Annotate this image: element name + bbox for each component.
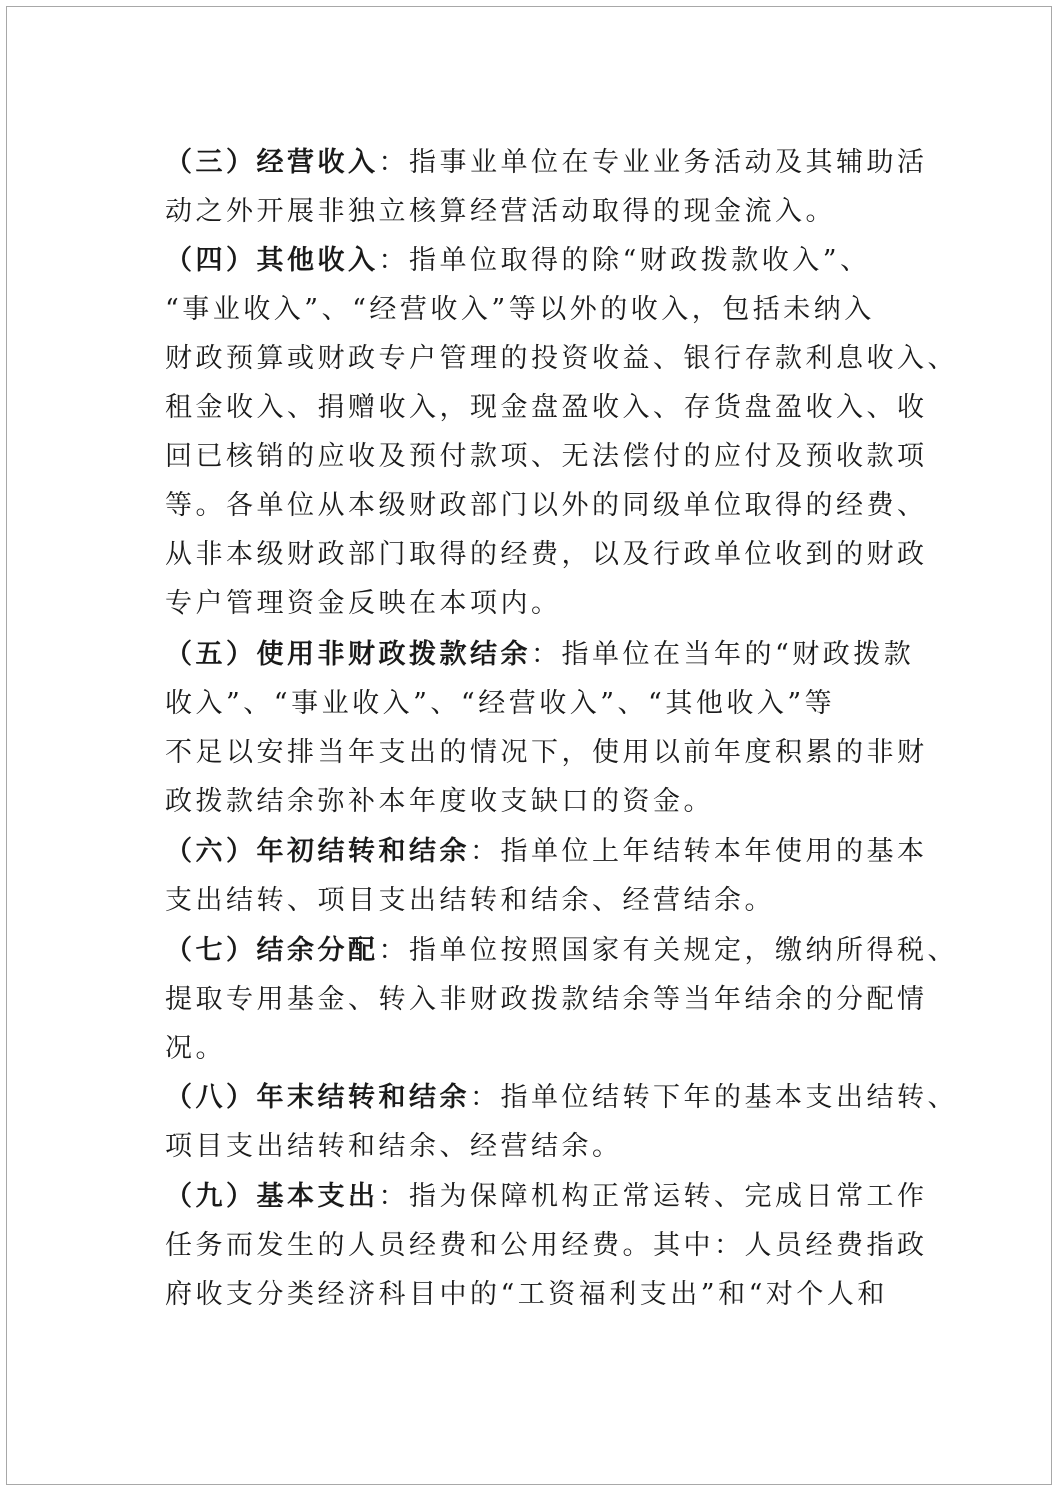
item-4-line-5: 回已核销的应收及预付款项、无法偿付的应付及预收款项 [165,441,928,472]
item-4-line-2: “事业收入”、“经营收入”等以外的收入，包括未纳入 [165,294,875,325]
item-6-term: （六）年初结转和结余 [165,836,470,867]
item-5-line-2: 收入”、“事业收入”、“经营收入”、“其他收入”等 [165,688,836,719]
item-7-line-1: （七）结余分配：指单位按照国家有关规定，缴纳所得税、 [165,935,958,966]
item-5-line-1: （五）使用非财政拨款结余：指单位在当年的“财政拨款 [165,639,915,670]
item-7-line-3: 况。 [165,1033,226,1064]
item-3-line-1: （三）经营收入：指事业单位在专业业务活动及其辅助活 [165,147,928,178]
item-3-line-2: 动之外开展非独立核算经营活动取得的现金流入。 [165,196,836,227]
item-4-line-6: 等。各单位从本级财政部门以外的同级单位取得的经费、 [165,490,928,521]
item-5-line-4: 政拨款结余弥补本年度收支缺口的资金。 [165,786,714,817]
item-9-line-2: 任务而发生的人员经费和公用经费。其中：人员经费指政 [165,1230,928,1261]
item-5-line-3: 不足以安排当年支出的情况下，使用以前年度积累的非财 [165,737,928,768]
item-5-term: （五）使用非财政拨款结余 [165,639,531,670]
item-4-line-1: （四）其他收入：指单位取得的除“财政拨款收入”、 [165,245,871,276]
item-9-line-3: 府收支分类经济科目中的“工资福利支出”和“对个人和 [165,1279,888,1310]
item-8-line-1: （八）年末结转和结余：指单位结转下年的基本支出结转、 [165,1082,958,1113]
item-9-term: （九）基本支出 [165,1181,379,1212]
item-3-term: （三）经营收入 [165,147,379,178]
item-7-term: （七）结余分配 [165,935,379,966]
item-4-term: （四）其他收入 [165,245,379,276]
item-8-line-2: 项目支出结转和结余、经营结余。 [165,1131,623,1162]
item-4-line-8: 专户管理资金反映在本项内。 [165,588,562,619]
item-4-line-3: 财政预算或财政专户管理的投资收益、银行存款利息收入、 [165,343,958,374]
item-4-line-4: 租金收入、捐赠收入，现金盘盈收入、存货盘盈收入、收 [165,392,928,423]
item-9-line-1: （九）基本支出：指为保障机构正常运转、完成日常工作 [165,1181,928,1212]
item-7-line-2: 提取专用基金、转入非财政拨款结余等当年结余的分配情 [165,984,928,1015]
item-6-line-2: 支出结转、项目支出结转和结余、经营结余。 [165,885,775,916]
item-8-term: （八）年末结转和结余 [165,1082,470,1113]
item-4-line-7: 从非本级财政部门取得的经费，以及行政单位收到的财政 [165,539,928,570]
item-6-line-1: （六）年初结转和结余：指单位上年结转本年使用的基本 [165,836,928,867]
